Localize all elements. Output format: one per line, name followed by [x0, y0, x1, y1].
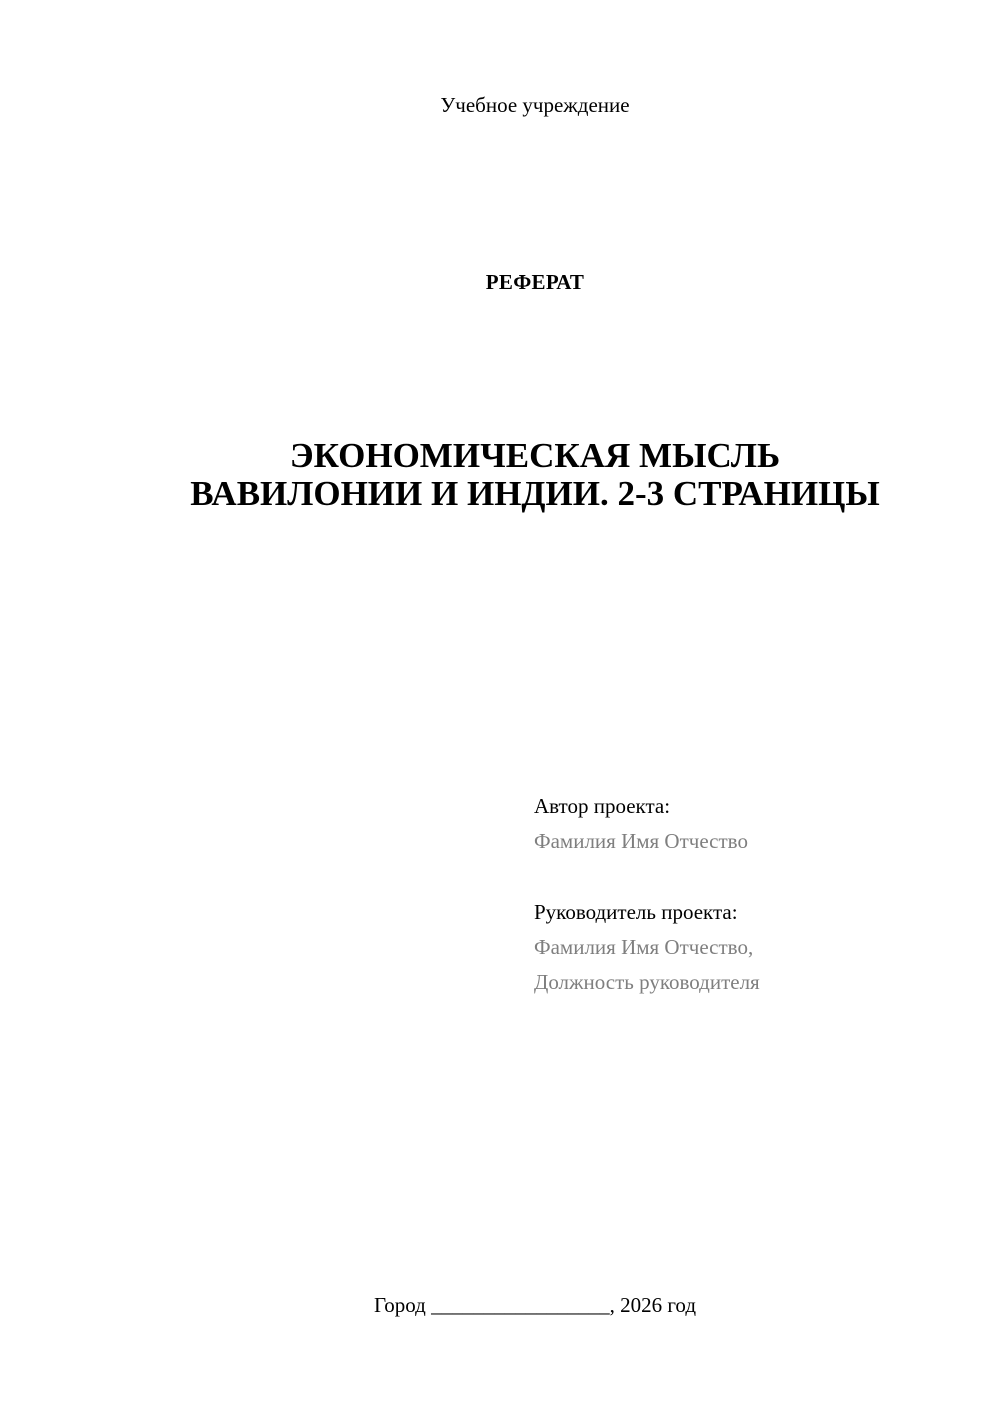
document-type: РЕФЕРАТ	[485, 270, 585, 294]
author-label: Автор проекта:	[534, 794, 671, 818]
author-name: Фамилия Имя Отчество	[534, 829, 748, 853]
document-title	[0, 437, 1000, 513]
supervisor-name: Фамилия Имя Отчество,	[534, 935, 754, 959]
info-spacer	[534, 859, 954, 895]
project-info-block	[534, 789, 954, 1000]
city-year-line: Город _________________, 2026 год	[373, 1293, 697, 1317]
document-title-line-2: ВАВИЛОНИИ И ИНДИИ. 2-3 СТРАНИЦЫ	[190, 474, 880, 513]
supervisor-position: Должность руководителя	[534, 970, 760, 994]
supervisor-label: Руководитель проекта:	[534, 900, 738, 924]
document-title-line-1: ЭКОНОМИЧЕСКАЯ МЫСЛЬ	[289, 436, 781, 475]
institution-name: Учебное учреждение	[440, 93, 630, 117]
